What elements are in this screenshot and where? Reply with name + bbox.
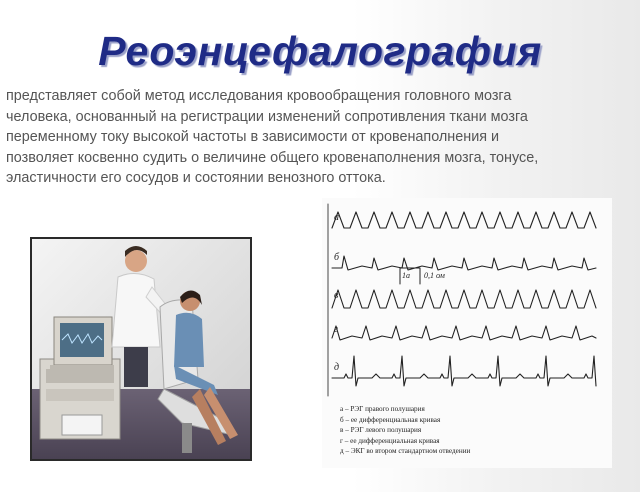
doctor-coat xyxy=(112,273,160,347)
legend-item: г – ее дифференциальная кривая xyxy=(340,436,440,445)
patient-dress xyxy=(174,313,204,367)
legend-item: а – РЭГ правого полушария xyxy=(340,405,425,413)
trace-label-g: г xyxy=(334,324,338,335)
trace-label-a: а xyxy=(334,212,339,223)
description-line: переменному току высокой частоты в зависимости от кровенаполнения и xyxy=(6,129,500,145)
legend-item: б – ее дифференциальная кривая xyxy=(340,415,441,424)
trace-label-c: в xyxy=(334,290,339,301)
description-line: позволяет косвенно судить о величине общего кровенаполнения мозга, тонусе, xyxy=(6,149,539,166)
trace-d xyxy=(332,356,596,386)
calibration-value: 0,1 ом xyxy=(424,271,445,280)
trace-a xyxy=(332,212,596,228)
description-line: эластичности его сосудов и состоянии венозного оттока. xyxy=(6,170,386,186)
page-title: Реоэнцефалография xyxy=(98,28,542,74)
description-line: человека, основанный на регистрации изменений сопротивления ткани мозга xyxy=(6,108,528,125)
legend-item: в – РЭГ левого полушария xyxy=(340,426,422,435)
trace-g xyxy=(332,326,596,340)
trace-c xyxy=(332,290,596,308)
legend-item: д – ЭКГ во втором стандартном отведении xyxy=(340,447,471,456)
description-line: представляет собой метод исследования кровообращения головного мозга xyxy=(6,88,512,104)
rheoencephalography-photo xyxy=(30,237,252,461)
recording-legend xyxy=(340,404,470,457)
trace-label-d: д xyxy=(334,362,340,373)
description-paragraph xyxy=(6,86,636,189)
photo-illustration xyxy=(32,239,250,459)
calibration-label: 1а xyxy=(402,271,410,280)
trace-label-b: б xyxy=(334,252,340,263)
trace-b xyxy=(332,256,596,270)
